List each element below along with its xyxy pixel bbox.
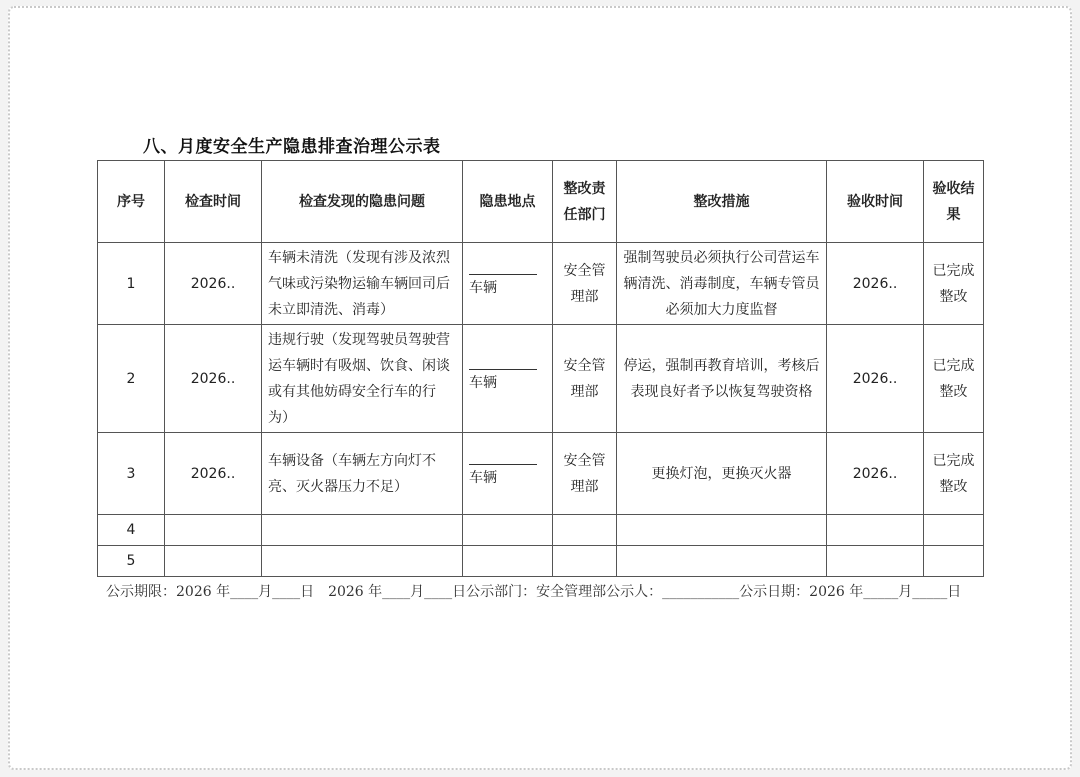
row-location-cell <box>463 243 553 325</box>
row-location: 车辆 <box>469 375 497 391</box>
empty-cell <box>827 515 924 546</box>
table-row <box>98 325 984 433</box>
empty-cell <box>165 546 262 577</box>
empty-cell <box>924 546 984 577</box>
blank-line <box>469 464 537 465</box>
row-no: 2 <box>98 325 165 433</box>
empty-cell <box>617 546 827 577</box>
row-no: 4 <box>98 515 165 546</box>
row-location: 车辆 <box>469 470 497 486</box>
header-location: 隐患地点 <box>463 161 553 243</box>
empty-cell <box>463 515 553 546</box>
empty-cell <box>553 546 617 577</box>
row-result: 已完成整改 <box>924 433 984 515</box>
row-measure: 更换灯泡，更换灭火器 <box>617 433 827 515</box>
empty-cell <box>553 515 617 546</box>
empty-cell <box>463 546 553 577</box>
header-measure: 整改措施 <box>617 161 827 243</box>
empty-cell <box>165 515 262 546</box>
header-accept-time: 验收时间 <box>827 161 924 243</box>
table-row <box>98 546 984 577</box>
header-dept: 整改责任部门 <box>553 161 617 243</box>
empty-cell <box>262 515 463 546</box>
row-dept: 安全管理部 <box>553 325 617 433</box>
row-check-time: 2026.. <box>165 243 262 325</box>
table-row <box>98 243 984 325</box>
empty-cell <box>827 546 924 577</box>
table-row <box>98 515 984 546</box>
table-row <box>98 433 984 515</box>
row-check-time: 2026.. <box>165 433 262 515</box>
row-result: 已完成整改 <box>924 243 984 325</box>
row-result: 已完成整改 <box>924 325 984 433</box>
notice-footer: 公示期限：2026 年____月____日 2026 年____月____日公示部门：安全管理部公示人：___________公示日期：2026 年_____月_____日 <box>106 584 962 600</box>
row-no: 5 <box>98 546 165 577</box>
row-problem: 违规行驶（发现驾驶员驾驶营运车辆时有吸烟、饮食、闲谈或有其他妨碍安全行车的行为） <box>262 325 463 433</box>
row-no: 3 <box>98 433 165 515</box>
empty-cell <box>262 546 463 577</box>
header-no: 序号 <box>98 161 165 243</box>
empty-cell <box>924 515 984 546</box>
row-accept-time: 2026.. <box>827 433 924 515</box>
table-title: 八、月度安全生产隐患排查治理公示表 <box>143 137 441 157</box>
row-measure: 停运，强制再教育培训，考核后表现良好者予以恢复驾驶资格 <box>617 325 827 433</box>
blank-line <box>469 274 537 275</box>
row-location-cell <box>463 325 553 433</box>
header-result: 验收结果 <box>924 161 984 243</box>
row-location-cell <box>463 433 553 515</box>
header-check-time: 检查时间 <box>165 161 262 243</box>
blank-line <box>469 369 537 370</box>
empty-cell <box>617 515 827 546</box>
row-problem: 车辆设备（车辆左方向灯不亮、灭火器压力不足） <box>262 433 463 515</box>
row-accept-time: 2026.. <box>827 325 924 433</box>
row-problem: 车辆未清洗（发现有涉及浓烈气味或污染物运输车辆回司后未立即清洗、消毒） <box>262 243 463 325</box>
row-dept: 安全管理部 <box>553 433 617 515</box>
row-check-time: 2026.. <box>165 325 262 433</box>
hazard-table <box>97 160 984 577</box>
row-dept: 安全管理部 <box>553 243 617 325</box>
header-problem: 检查发现的隐患问题 <box>262 161 463 243</box>
row-accept-time: 2026.. <box>827 243 924 325</box>
row-measure: 强制驾驶员必须执行公司营运车辆清洗、消毒制度，车辆专管员必须加大力度监督 <box>617 243 827 325</box>
header-row <box>98 161 984 243</box>
row-no: 1 <box>98 243 165 325</box>
row-location: 车辆 <box>469 280 497 296</box>
